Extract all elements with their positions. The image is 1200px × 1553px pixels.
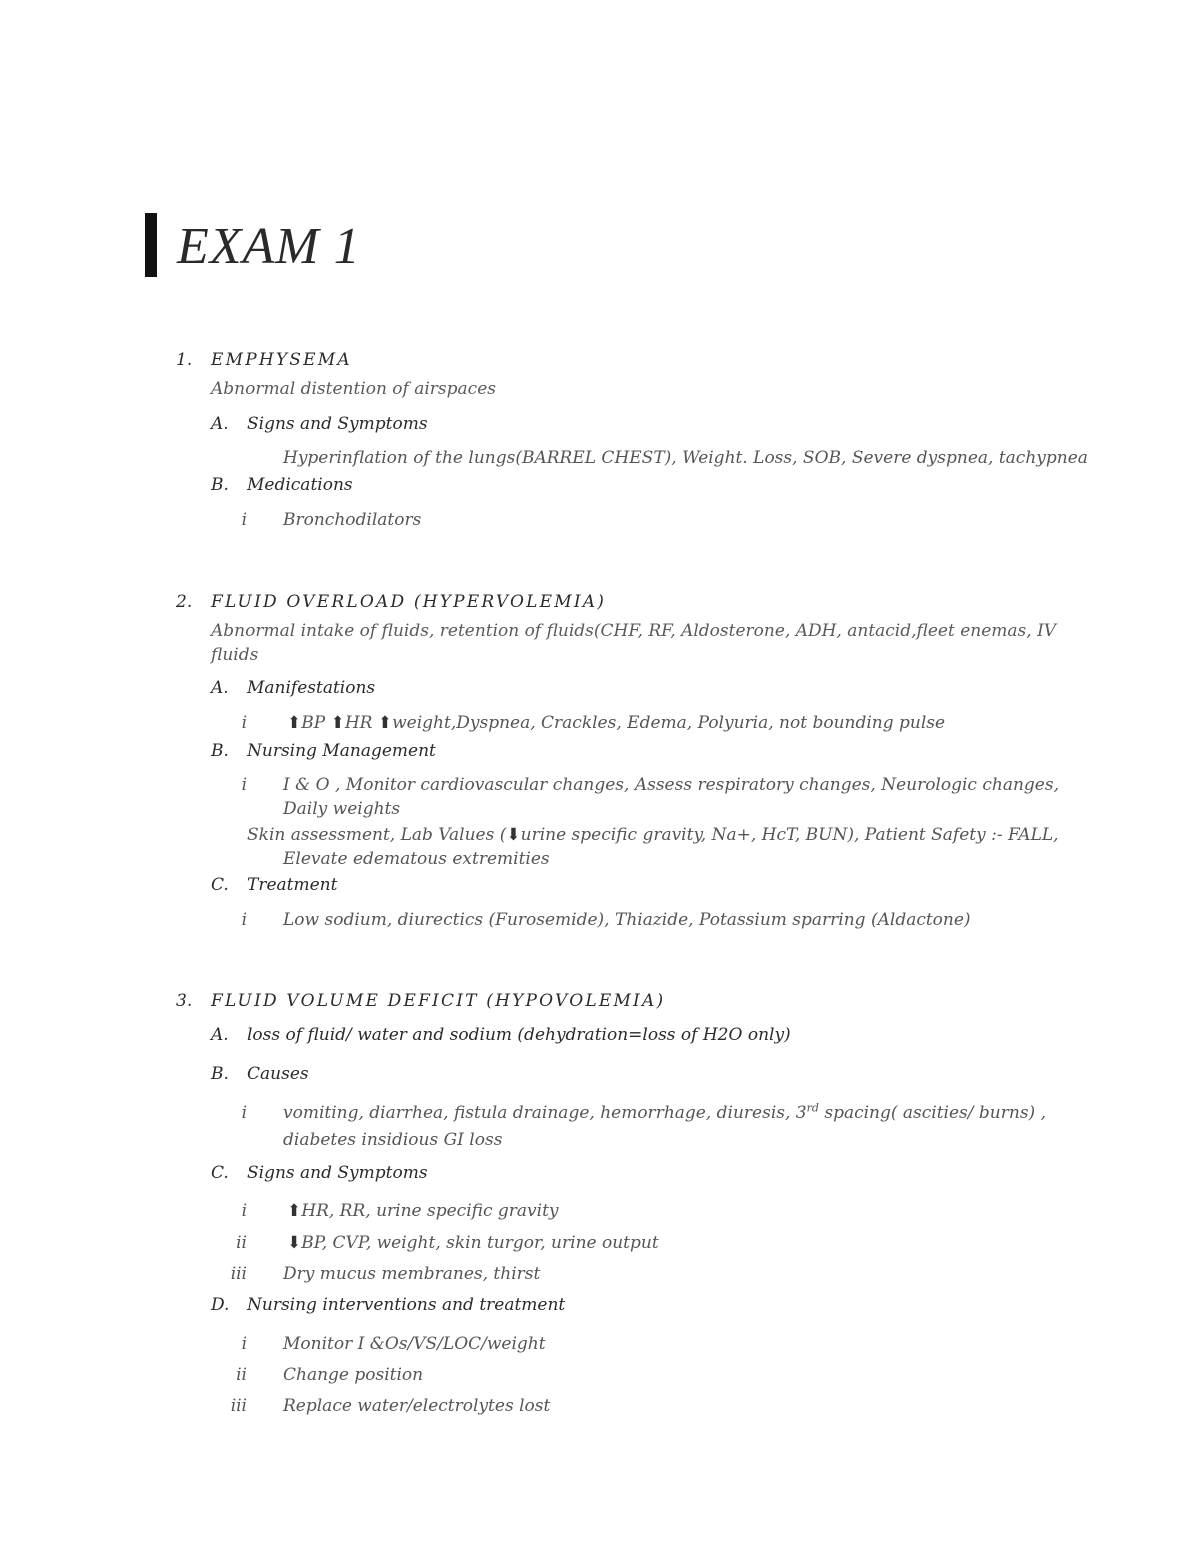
arrow-up-icon: ⬆ <box>287 713 302 733</box>
section-description-line2: fluids <box>211 645 259 665</box>
subsection-letter: B. <box>211 1064 229 1084</box>
section-number: 2. <box>176 592 193 612</box>
roman-numeral: ii <box>236 1365 247 1385</box>
roman-numeral: iii <box>230 1264 247 1284</box>
section-description-line1: Abnormal intake of fluids, retention of fluids(CHF, RF, Aldosterone, ADH, antacid,fleet enemas, IV <box>211 621 1057 641</box>
roman-numeral: ii <box>236 1233 247 1253</box>
subsection-label: loss of fluid/ water and sodium (dehydration=loss of H2O only) <box>247 1025 791 1045</box>
list-item: ⬇BP, CVP, weight, skin turgor, urine output <box>287 1233 659 1253</box>
roman-numeral: i <box>241 1201 247 1221</box>
continuation-line2: Elevate edematous extremities <box>283 849 550 869</box>
subsection-label: Nursing interventions and treatment <box>247 1295 566 1315</box>
arrow-up-icon: ⬆ <box>330 713 345 733</box>
roman-numeral: i <box>241 910 247 930</box>
subsection-letter: A. <box>211 414 229 434</box>
list-item: Replace water/electrolytes lost <box>283 1396 551 1416</box>
roman-numeral: i <box>241 1103 247 1123</box>
list-item-line1: I & O , Monitor cardiovascular changes, Assess respiratory changes, Neurologic changes, <box>283 775 1059 795</box>
subsection-letter: C. <box>211 875 229 895</box>
subsection-label: Manifestations <box>247 678 376 698</box>
subsection-label: Signs and Symptoms <box>247 414 428 434</box>
subsection-label: Nursing Management <box>247 741 436 761</box>
arrow-up-icon: ⬆ <box>377 713 393 733</box>
section-heading-fluid-volume-deficit: FLUID VOLUME DEFICIT (HYPOVOLEMIA) <box>211 991 666 1011</box>
section-heading-emphysema: EMPHYSEMA <box>211 350 352 370</box>
section-number: 1. <box>176 350 193 370</box>
subsection-letter: C. <box>211 1163 229 1183</box>
list-item: Bronchodilators <box>283 510 422 530</box>
section-heading-fluid-overload: FLUID OVERLOAD (HYPERVOLEMIA) <box>211 592 607 612</box>
subsection-label: Signs and Symptoms <box>247 1163 428 1183</box>
continuation-line1: Skin assessment, Lab Values (⬇urine specific gravity, Na+, HcT, BUN), Patient Safety :- FALL, <box>247 825 1059 845</box>
subsection-text: Hyperinflation of the lungs(BARREL CHEST), Weight. Loss, SOB, Severe dyspnea, tachypnea <box>283 448 1088 468</box>
roman-numeral: iii <box>230 1396 247 1416</box>
title-accent-bar <box>145 213 157 277</box>
subsection-letter: D. <box>211 1295 230 1315</box>
roman-numeral: i <box>241 510 247 530</box>
subsection-letter: B. <box>211 741 229 761</box>
list-item: Dry mucus membranes, thirst <box>283 1264 541 1284</box>
subsection-label: Causes <box>247 1064 309 1084</box>
arrow-down-icon: ⬇ <box>506 825 521 845</box>
list-item-line2: Daily weights <box>283 799 401 819</box>
arrow-up-icon: ⬆ <box>287 1201 302 1221</box>
roman-numeral: i <box>241 1334 247 1354</box>
roman-numeral: i <box>241 775 247 795</box>
list-item-line2: diabetes insidious GI loss <box>283 1130 503 1150</box>
list-item: Low sodium, diurectics (Furosemide), Thiazide, Potassium sparring (Aldactone) <box>283 910 971 930</box>
list-item: ⬆HR, RR, urine specific gravity <box>287 1201 559 1221</box>
list-item: Monitor I &Os/VS/LOC/weight <box>283 1334 546 1354</box>
document-title: EXAM 1 <box>177 218 361 275</box>
section-number: 3. <box>176 991 193 1011</box>
subsection-label: Medications <box>247 475 353 495</box>
arrow-down-icon: ⬇ <box>287 1233 302 1253</box>
subsection-label: Treatment <box>247 875 338 895</box>
subsection-letter: A. <box>211 1025 229 1045</box>
list-item-line1: vomiting, diarrhea, fistula drainage, hemorrhage, diuresis, 3rd spacing( ascities/ burns) , <box>283 1101 1046 1123</box>
list-item: ⬆BP ⬆HR ⬆weight,Dyspnea, Crackles, Edema, Polyuria, not bounding pulse <box>287 713 946 733</box>
subsection-letter: A. <box>211 678 229 698</box>
list-item: Change position <box>283 1365 424 1385</box>
subsection-letter: B. <box>211 475 229 495</box>
section-description: Abnormal distention of airspaces <box>211 379 496 399</box>
roman-numeral: i <box>241 713 247 733</box>
